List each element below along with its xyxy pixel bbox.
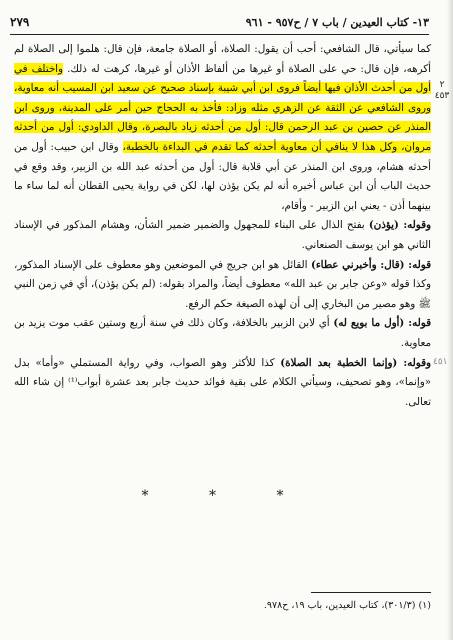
paragraph-2-label: وقوله: (يؤذن) — [368, 219, 431, 232]
running-header — [10, 12, 429, 32]
footnote-rule — [311, 592, 431, 593]
paragraph-4 — [14, 314, 431, 353]
paragraph-1-intro: كما سيأتي، قال الشافعي: أحب أن يقول: الصلاة، أو الصلاة جامعة، فإن قال: هلموا إلى الصلاة لم أكرهه، فإن قال: حي على الصلاة أو غيرها من ألفاظ الأذان أو غيرها، كرهت له ذلك. — [14, 43, 431, 75]
paragraph-4-text: أي لابن الزبير بالخلافة، وكان ذلك في سنة أربع وستين عقب موت يزيد بن معاوية. — [14, 317, 431, 349]
body-text — [14, 40, 431, 412]
paragraph-3 — [14, 256, 431, 315]
header-rule — [10, 34, 429, 35]
paragraph-4-label: قوله: (أول ما بويع له) — [333, 317, 431, 330]
header-chapter: ١٣- كتاب العيدين / باب ٧ / ح٩٥٧ - ٩٦١ — [245, 15, 429, 29]
paragraph-3-label: قوله: (قال: وأخبرني عطاء) — [310, 258, 432, 271]
paragraph-5-text: كذا للأكثر وهو الصواب، وفي رواية المستملي «وأما» بدل «وإنما»، وهو تصحيف، وسيأتي الكلام على بقية فوائد حديث جابر بعد عشرة أبواب⁽¹⁾ إن شاء الله تعالى. — [14, 356, 431, 408]
footnote: (١) (٣٠١/٣)، كتاب العيدين، باب ١٩، ح٩٧٨. — [263, 600, 431, 611]
paragraph-3-text: القائل هو ابن جريج في الموضعين وهو معطوف على الإسناد المذكور، وكذا قوله «وعن جابر بن عبد الله» معطوف أيضاً، والمراد بقوله: (لم يكن يؤذن)، أي في زمن النبي ﷺ وهو مصير من البخاري إلى أن لهذه الصيغة حكم الرفع. — [14, 258, 431, 310]
highlighted-passage: واختلف في أول من أحدث الأذان فيها أيضاً فروى ابن أبي شيبة بإسناد صحيح عن سعيد ابن المسيب أنه معاوية، وروى الشافعي عن الثقة عن الزهري مثله وزاد: فأخذ به الحجاج حين أمر على المدينة، وروى ابن المنذر عن حصين بن عبد الرحمن قال: أول من أحدثه زياد بالبصرة، وقال الداودي: أول من أحدثه مروان، وكل هذا لا ينافي أن معاوية أحدثه كما تقدم في البداءة بالخطبة، — [14, 62, 431, 153]
margin-note: ٢ ٤٥٣ — [434, 80, 450, 101]
page-number: ٢٧٩ — [10, 15, 30, 29]
paragraph-1-rest: وقال ابن حبيب: أول من أحدثه هشام، وروى ابن المنذر عن أبي قلابة قال: أول من أحدثه عبد الله بن الزبير، وقد وقع في حديث الباب أن ابن عباس أخبره أنه لم يكن يؤذن لها، لكن في رواية يحيى القطان أنه لما ساء ما بينهما أذن - يعني ابن الزبير - وأقام، — [14, 140, 431, 212]
paragraph-5-label: وقوله: (وإنما الخطبة بعد الصلاة) — [280, 356, 431, 369]
paragraph-2 — [14, 216, 431, 255]
margin-note-faint: ٤٥١ — [433, 357, 448, 367]
paragraph-2-text: بفتح الذال على البناء للمجهول والضمير ضمير الشأن، وهشام المذكور في الإسناد الثاني هو ابن يوسف الصنعاني. — [14, 219, 431, 251]
paragraph-1 — [14, 40, 431, 216]
section-ornament: * * * — [141, 488, 312, 504]
paragraph-5 — [14, 354, 431, 413]
